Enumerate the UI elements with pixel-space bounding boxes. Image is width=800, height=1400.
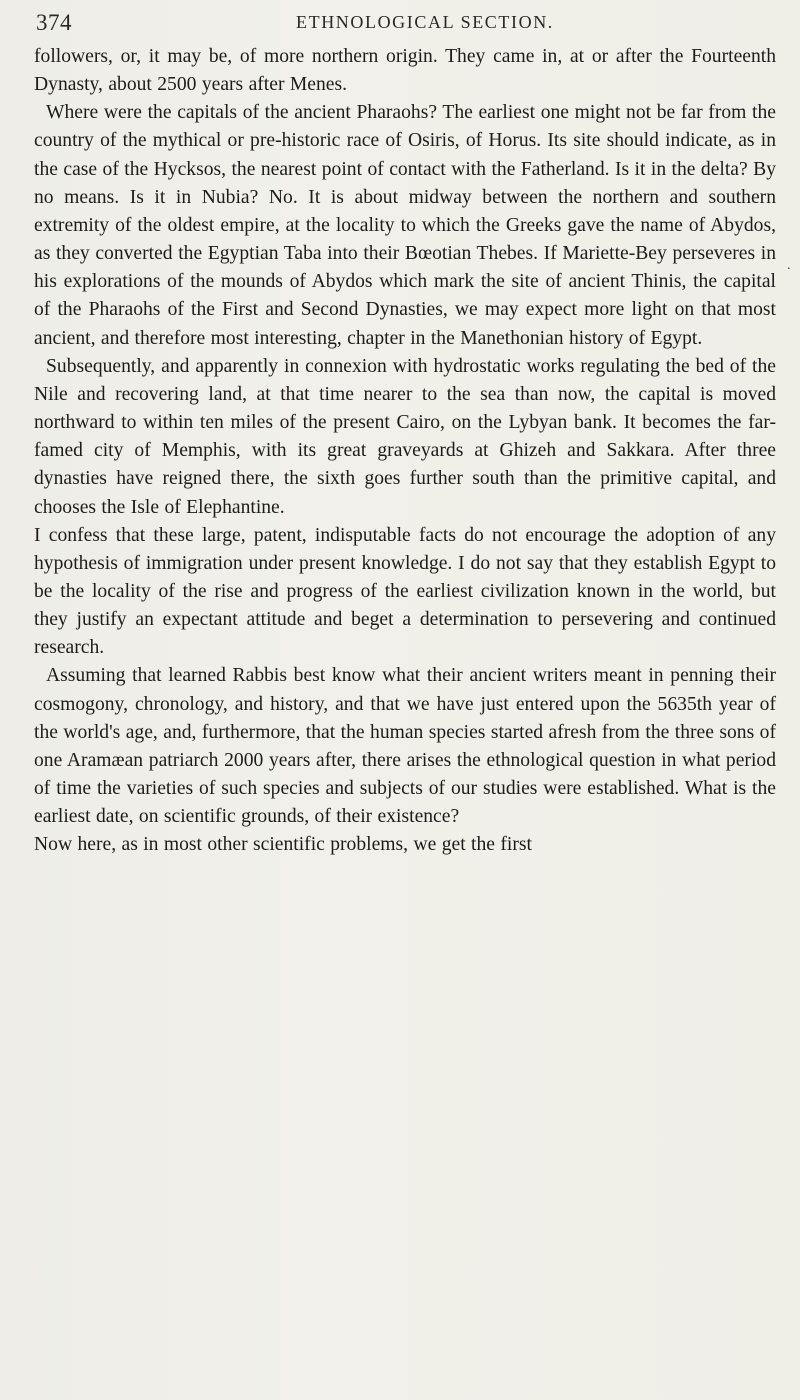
body-text [34,43,776,860]
paragraph-closing: Now here, as in most other scientific problems, we get the first [34,834,532,856]
paragraph-rabbis: Assuming that learned Rabbis best know what their ancient writers meant in penning their cosmogony, chronology, and history, and that we have just entered upon the 5635th year of the world's age, and, furthermore, that the human species started afresh from the three sons of one Aramæan patriarch 2000 years after, there arises the ethnological question in what period of time the varieties of such species and subjects of our studies were established. What is the earliest date, on scientific grounds, of their existence? [34,665,776,828]
margin-mark: . [787,258,791,273]
paragraph-memphis: Subsequently, and apparently in connexion with hydrostatic works regulating the bed of the Nile and recovering land, at that time nearer to the sea than now, the capital is moved northward to within ten miles of the present Cairo, on the Lybyan bank. It becomes the far-famed city of Memphis, with its great graveyards at Ghizeh and Sakkara. After three dynasties have reigned there, the sixth goes further south than the primitive capital, and chooses the Isle of Elephantine. [34,355,776,518]
paragraph-confession: I confess that these large, patent, indisputable facts do not encourage the adoption of any hypothesis of immigration under present knowledge. I do not say that they establish Egypt to be the locality of the rise and progress of the earliest civilization known in the world, but they justify an expectant attitude and beget a determination to persevering and continued research. [34,524,776,659]
paragraph-capitals: Where were the capitals of the ancient Pharaohs? The earliest one might not be far from the country of the mythical or pre-historic race of Osiris, of Horus. Its site should indicate, as in the case of the Hycksos, the nearest point of contact with the Fatherland. Is it in the delta? By no means. Is it in Nubia? No. It is about midway between the northern and southern extremity of the oldest empire, at the locality to which the Greeks gave the name of Abydos, as they converted the Egyptian Taba into their Bœotian Thebes. If Mariette-Bey perseveres in his explorations of the mounds of Abydos which mark the site of ancient Thinis, the capital of the Pharaohs of the First and Second Dynasties, we may expect more light on that most ancient, and therefore most interesting, chapter in the Manethonian history of Egypt. [34,102,776,349]
paragraph-continuation: followers, or, it may be, of more northern origin. They came in, at or after the Fourteenth Dynasty, about 2500 years after Menes. [34,46,776,96]
page-number: 374 [36,10,72,35]
running-head: ETHNOLOGICAL SECTION. [296,12,554,32]
